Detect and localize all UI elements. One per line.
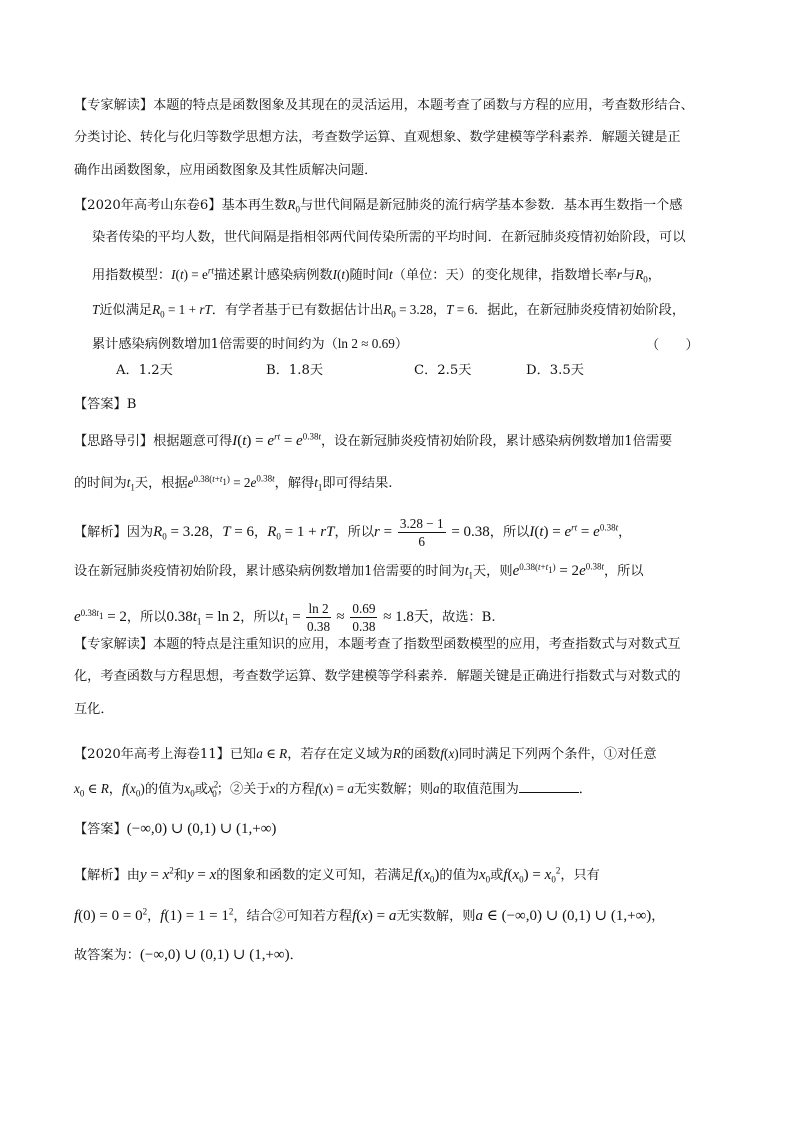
question-tag: 【2020年高考上海卷11】 xyxy=(74,747,230,762)
commentary-1-line-3: 确作出函数图象，应用函数图象及其性质解决问题． xyxy=(74,163,378,178)
guidance-tag: 【思路导引】 xyxy=(74,434,154,449)
commentary-1-line-1 xyxy=(74,96,694,116)
question-1-line-1: 【2020年高考山东卷6】基本再生数$R_0$与世代间隔是新冠肺炎的流行病学基本参数．基本再生数指一个感 xyxy=(74,197,683,215)
commentary-2-line-1: 【专家解读】本题的特点是注重知识的应用，本题考查了指数型函数模型的应用，考查指数式与对数式互 xyxy=(74,637,681,652)
option-d: D．3.5天 xyxy=(526,363,584,378)
question-2-line-2: $x_0$ ∈ R，$f(x_0)$的值为$x_0$或$x^2_0$；②关于x的方程f(x) = a无实数解；则a的取值范围为 ． xyxy=(74,779,592,799)
answer-2: 【答案】(−∞,0) ∪ (0,1) ∪ (1,+∞) xyxy=(74,821,277,837)
solution-tag: 【解析】 xyxy=(74,525,127,540)
commentary-2-line-3: 互化． xyxy=(74,702,114,717)
fraction: $\frac{\ln 2}{0.38}$ xyxy=(307,601,331,634)
solution-2-line-1: 【解析】由$y = x^2$和y = x的图象和函数的定义可知，若满足$f(x_0)$的值为$x_0$或$f(x_0) = x_0^2$，只有 xyxy=(74,865,600,885)
solution-1-line-2: 设在新冠肺炎疫情初始阶段，累计感染病例数增加1倍需要的时间为$t_1$天，则$e^{0.38(t+t_1)} = 2e^{0.38t}$，所以 xyxy=(74,561,644,581)
solution-2-line-3: 故答案为：(−∞,0) ∪ (0,1) ∪ (1,+∞)． xyxy=(74,947,303,963)
question-1-line-5: 累计感染病例数增加1倍需要的时间约为（ln 2 ≈ 0.69） xyxy=(92,336,409,352)
guidance-1-line-1: 【思路导引】根据题意可得$I(t) = e^{rt} = e^{0.38t}$，设在新冠肺炎疫情初始阶段，累计感染病例数增加1倍需要 xyxy=(74,431,673,449)
question-2-line-1: 【2020年高考上海卷11】已知a ∈ R，若存在定义域为R的函数f(x)同时满足下列两个条件，①对任意 xyxy=(74,746,657,762)
fraction: $\frac{3.28 - 1}{6}$ xyxy=(399,516,444,549)
guidance-1-line-2: 的时间为$t_1$天，根据$e^{0.38(t+t_1)} = 2e^{0.38t}$，解得$t_1$即可得结果. xyxy=(74,473,393,493)
question-1-line-4: T近似满足$R_0 = 1$ + rT．有学者基于已有数据估计出$R_0 = 3.28$，T = 6．据此，在新冠肺炎疫情初始阶段， xyxy=(92,302,686,320)
option-c: C．2.5天 xyxy=(414,363,472,378)
option-a: A．1.2天 xyxy=(116,363,173,378)
commentary-tag: 【专家解读】 xyxy=(74,98,154,113)
solution-tag: 【解析】 xyxy=(74,868,127,883)
fraction: $\frac{0.69}{0.38}$ xyxy=(352,601,376,634)
question-tag: 【2020年高考山东卷6】 xyxy=(74,198,222,213)
commentary-2-line-2: 化，考查函数与方程思想，考查数学运算、数学建模等学科素养．解题关键是正确进行指数式与对数式的 xyxy=(74,669,681,684)
answer-parentheses: （ ） xyxy=(646,338,699,353)
solution-2-line-2: $f(0) = 0 = 0^2$，$f(1) = 1 = 1^2$，结合②可知若方程f(x) = a无实数解，则a ∈ (−∞,0) ∪ (0,1) ∪ (1,+∞)， xyxy=(74,906,665,924)
answer-1: 【答案】B xyxy=(74,397,137,412)
commentary-tag: 【专家解读】 xyxy=(74,637,154,652)
option-b: B．1.8天 xyxy=(266,363,324,378)
commentary-text: 本题的特点是函数图象及其现在的灵活运用，本题考查了函数与方程的应用，考查数形结合、 xyxy=(153,98,694,113)
question-1-line-3: 用指数模型：$I(t) = e^{rt}$描述累计感染病例数I(t)随时间t（单位：天）的变化规律，指数增长率r与$R_0$， xyxy=(92,265,661,285)
solution-1-line-1: 【解析】因为$R_0 = 3.28$，T = 6，$R_0 = 1$ + rT，所以r = $\frac{3.28 - 1}{6}$ = 0.38，所以$I(t) = e^{rt} = e^{0.38t}$， xyxy=(74,516,632,549)
commentary-1-line-2: 分类讨论、转化与化归等数学思想方法，考查数学运算、直观想象、数学建模等学科素养．解题关键是正 xyxy=(74,130,681,145)
question-1-line-2: 染者传染的平均人数，世代间隔是指相邻两代间传染所需的平均时间．在新冠肺炎疫情初始阶段，可以 xyxy=(92,230,686,245)
solution-1-line-3: $e^{0.38t_1} = 2$，所以$0.38t_1 = \ln 2$，所以$t_1$ = $\frac{\ln 2}{0.38}$ ≈ $\frac{0.69}{0.38}$ ≈ 1.8天，故选：B. xyxy=(74,601,496,634)
answer-blank xyxy=(519,780,579,793)
